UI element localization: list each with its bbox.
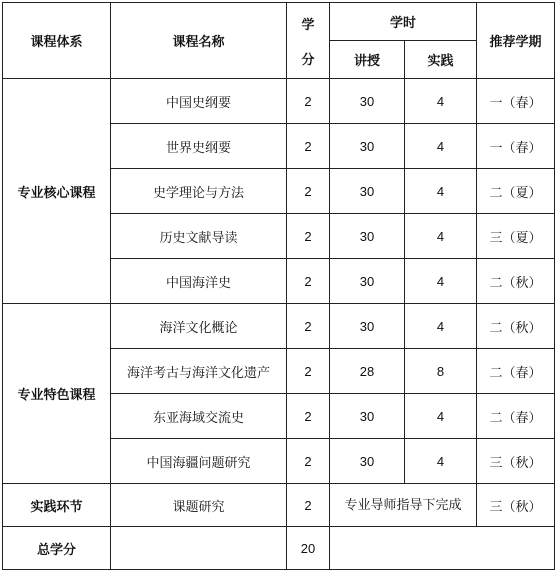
table-row xyxy=(3,79,555,124)
course-semester: 二（春） xyxy=(477,394,555,439)
total-empty-rest xyxy=(330,527,555,570)
header-credit xyxy=(287,3,330,79)
course-credit: 2 xyxy=(287,124,330,169)
course-practice-hours: 4 xyxy=(405,304,477,349)
course-semester: 三（秋） xyxy=(477,484,555,527)
course-lecture-hours: 30 xyxy=(330,214,405,259)
course-semester: 二（春） xyxy=(477,349,555,394)
course-credit: 2 xyxy=(287,304,330,349)
header-semester: 推荐学期 xyxy=(477,3,555,79)
course-credit: 2 xyxy=(287,349,330,394)
course-practice-hours: 4 xyxy=(405,394,477,439)
course-practice-hours: 4 xyxy=(405,214,477,259)
course-practice-hours: 8 xyxy=(405,349,477,394)
course-semester: 一（春） xyxy=(477,124,555,169)
header-course-system: 课程体系 xyxy=(3,3,111,79)
course-name: 东亚海域交流史 xyxy=(111,394,287,439)
course-name: 中国海洋史 xyxy=(111,259,287,304)
header-hours: 学时 xyxy=(330,3,477,41)
course-practice-hours: 4 xyxy=(405,124,477,169)
course-credit: 2 xyxy=(287,439,330,484)
course-credit: 2 xyxy=(287,169,330,214)
course-lecture-hours: 30 xyxy=(330,169,405,214)
course-semester: 二（秋） xyxy=(477,304,555,349)
course-name: 中国史纲要 xyxy=(111,79,287,124)
course-name: 历史文献导读 xyxy=(111,214,287,259)
curriculum-table xyxy=(2,2,555,570)
total-label: 总学分 xyxy=(3,527,111,570)
header-credit-line2: 分 xyxy=(301,52,315,68)
course-semester: 三（秋） xyxy=(477,439,555,484)
total-empty-name xyxy=(111,527,287,570)
group-practice: 实践环节 xyxy=(3,484,111,527)
header-practice: 实践 xyxy=(405,41,477,79)
course-credit: 2 xyxy=(287,214,330,259)
course-credit: 2 xyxy=(287,79,330,124)
course-practice-hours: 4 xyxy=(405,79,477,124)
course-lecture-hours: 30 xyxy=(330,259,405,304)
header-credit-line1: 学 xyxy=(301,17,315,33)
table-row xyxy=(3,484,555,527)
course-practice-hours: 4 xyxy=(405,439,477,484)
course-practice-hours: 4 xyxy=(405,259,477,304)
course-practice-hours: 4 xyxy=(405,169,477,214)
course-credit: 2 xyxy=(287,394,330,439)
total-row xyxy=(3,527,555,570)
course-semester: 一（春） xyxy=(477,79,555,124)
course-credit: 2 xyxy=(287,259,330,304)
group-feature: 专业特色课程 xyxy=(3,304,111,484)
course-semester: 二（秋） xyxy=(477,259,555,304)
course-name: 海洋文化概论 xyxy=(111,304,287,349)
course-lecture-hours: 30 xyxy=(330,304,405,349)
practice-note: 专业导师指导下完成 xyxy=(330,484,477,527)
table-row xyxy=(3,304,555,349)
course-semester: 三（夏） xyxy=(477,214,555,259)
course-name: 海洋考古与海洋文化遗产 xyxy=(111,349,287,394)
course-name: 史学理论与方法 xyxy=(111,169,287,214)
group-core: 专业核心课程 xyxy=(3,79,111,304)
header-course-name: 课程名称 xyxy=(111,3,287,79)
course-lecture-hours: 30 xyxy=(330,79,405,124)
course-name: 课题研究 xyxy=(111,484,287,527)
total-credit: 20 xyxy=(287,527,330,570)
header-row xyxy=(3,3,555,41)
course-lecture-hours: 28 xyxy=(330,349,405,394)
course-lecture-hours: 30 xyxy=(330,394,405,439)
course-lecture-hours: 30 xyxy=(330,124,405,169)
course-lecture-hours: 30 xyxy=(330,439,405,484)
course-name: 世界史纲要 xyxy=(111,124,287,169)
course-name: 中国海疆问题研究 xyxy=(111,439,287,484)
header-lecture: 讲授 xyxy=(330,41,405,79)
course-credit: 2 xyxy=(287,484,330,527)
course-semester: 二（夏） xyxy=(477,169,555,214)
